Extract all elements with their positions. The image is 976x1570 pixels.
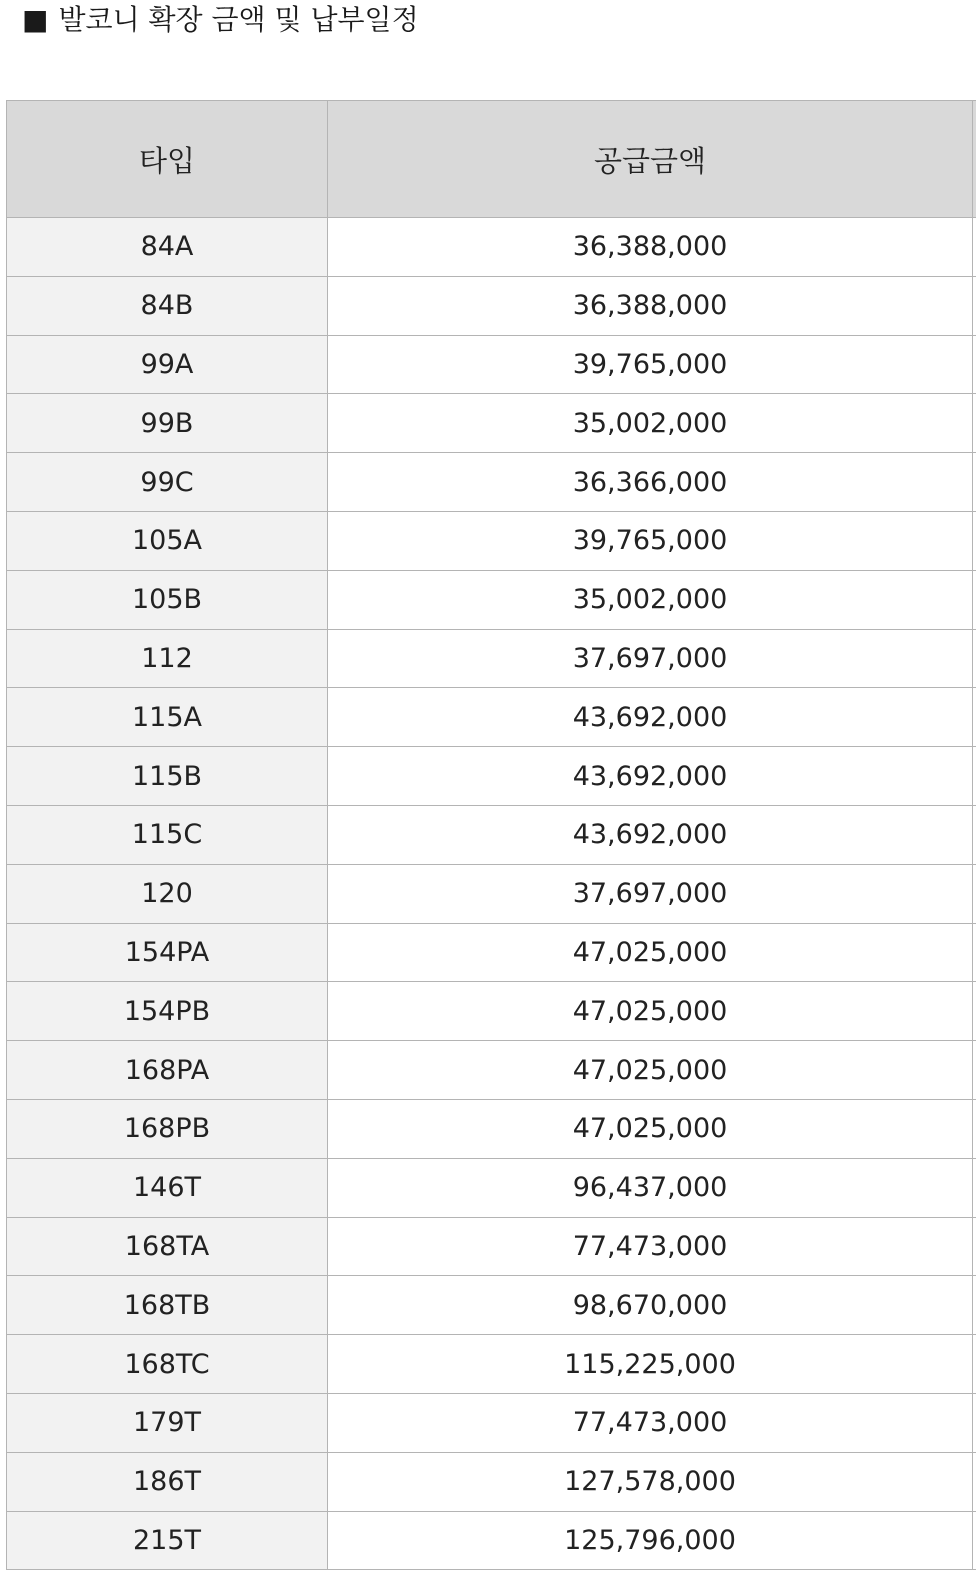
- amount-cell: 36,388,000: [328, 218, 973, 277]
- table-row: [7, 805, 976, 864]
- table-row: [7, 1393, 976, 1452]
- table-row: [7, 394, 976, 453]
- type-cell: 99A: [7, 335, 328, 394]
- type-cell: 84B: [7, 276, 328, 335]
- truncated-cell: [973, 864, 976, 923]
- amount-cell: 127,578,000: [328, 1452, 973, 1511]
- table-row: [7, 1335, 976, 1394]
- header-truncated-column: [973, 101, 976, 218]
- truncated-cell: [973, 276, 976, 335]
- type-cell: 112: [7, 629, 328, 688]
- amount-cell: 77,473,000: [328, 1217, 973, 1276]
- amount-cell: 77,473,000: [328, 1393, 973, 1452]
- table-row: [7, 1041, 976, 1100]
- amount-cell: 115,225,000: [328, 1335, 973, 1394]
- type-cell: 154PB: [7, 982, 328, 1041]
- amount-cell: 47,025,000: [328, 982, 973, 1041]
- amount-cell: 98,670,000: [328, 1276, 973, 1335]
- type-cell: 154PA: [7, 923, 328, 982]
- truncated-cell: [973, 394, 976, 453]
- balcony-price-table-container: [6, 100, 976, 1570]
- truncated-cell: [973, 1041, 976, 1100]
- table-header-row: [7, 101, 976, 218]
- table-row: [7, 453, 976, 512]
- table-row: [7, 218, 976, 277]
- truncated-cell: [973, 1158, 976, 1217]
- truncated-cell: [973, 629, 976, 688]
- amount-cell: 35,002,000: [328, 570, 973, 629]
- amount-cell: 96,437,000: [328, 1158, 973, 1217]
- truncated-cell: [973, 570, 976, 629]
- type-cell: 120: [7, 864, 328, 923]
- type-cell: 99C: [7, 453, 328, 512]
- type-cell: 168TC: [7, 1335, 328, 1394]
- amount-cell: 36,388,000: [328, 276, 973, 335]
- truncated-cell: [973, 1276, 976, 1335]
- section-title: [22, 0, 419, 44]
- type-cell: 105B: [7, 570, 328, 629]
- table-row: [7, 1217, 976, 1276]
- amount-cell: 39,765,000: [328, 335, 973, 394]
- amount-cell: 35,002,000: [328, 394, 973, 453]
- table-row: [7, 1099, 976, 1158]
- amount-cell: 125,796,000: [328, 1511, 973, 1570]
- table-row: [7, 864, 976, 923]
- header-amount: 공급금액: [328, 101, 973, 218]
- truncated-cell: [973, 1511, 976, 1570]
- truncated-cell: [973, 453, 976, 512]
- type-cell: 186T: [7, 1452, 328, 1511]
- table-row: [7, 276, 976, 335]
- type-cell: 179T: [7, 1393, 328, 1452]
- table-row: [7, 511, 976, 570]
- table-row: [7, 1158, 976, 1217]
- header-type: 타입: [7, 101, 328, 218]
- table-row: [7, 629, 976, 688]
- truncated-cell: [973, 511, 976, 570]
- truncated-cell: [973, 688, 976, 747]
- type-cell: 115A: [7, 688, 328, 747]
- truncated-cell: [973, 1393, 976, 1452]
- amount-cell: 39,765,000: [328, 511, 973, 570]
- type-cell: 168TB: [7, 1276, 328, 1335]
- type-cell: 168PB: [7, 1099, 328, 1158]
- type-cell: 168TA: [7, 1217, 328, 1276]
- amount-cell: 37,697,000: [328, 864, 973, 923]
- table-row: [7, 747, 976, 806]
- section-title-text: 발코니 확장 금액 및 납부일정: [58, 3, 419, 36]
- type-cell: 146T: [7, 1158, 328, 1217]
- balcony-price-table: [6, 100, 976, 1570]
- amount-cell: 43,692,000: [328, 805, 973, 864]
- table-row: [7, 570, 976, 629]
- type-cell: 99B: [7, 394, 328, 453]
- type-cell: 84A: [7, 218, 328, 277]
- amount-cell: 47,025,000: [328, 923, 973, 982]
- table-row: [7, 1276, 976, 1335]
- amount-cell: 36,366,000: [328, 453, 973, 512]
- table-body: [7, 218, 976, 1570]
- truncated-cell: [973, 1217, 976, 1276]
- table-row: [7, 982, 976, 1041]
- truncated-cell: [973, 805, 976, 864]
- truncated-cell: [973, 747, 976, 806]
- truncated-cell: [973, 1099, 976, 1158]
- table-row: [7, 335, 976, 394]
- type-cell: 215T: [7, 1511, 328, 1570]
- amount-cell: 37,697,000: [328, 629, 973, 688]
- type-cell: 105A: [7, 511, 328, 570]
- table-row: [7, 1452, 976, 1511]
- truncated-cell: [973, 982, 976, 1041]
- table-row: [7, 923, 976, 982]
- truncated-cell: [973, 218, 976, 277]
- table-row: [7, 1511, 976, 1570]
- truncated-cell: [973, 1335, 976, 1394]
- amount-cell: 47,025,000: [328, 1099, 973, 1158]
- amount-cell: 47,025,000: [328, 1041, 973, 1100]
- truncated-cell: [973, 335, 976, 394]
- type-cell: 115B: [7, 747, 328, 806]
- amount-cell: 43,692,000: [328, 747, 973, 806]
- amount-cell: 43,692,000: [328, 688, 973, 747]
- type-cell: 115C: [7, 805, 328, 864]
- type-cell: 168PA: [7, 1041, 328, 1100]
- table-row: [7, 688, 976, 747]
- truncated-cell: [973, 1452, 976, 1511]
- truncated-cell: [973, 923, 976, 982]
- square-bullet-icon: ■: [22, 3, 49, 36]
